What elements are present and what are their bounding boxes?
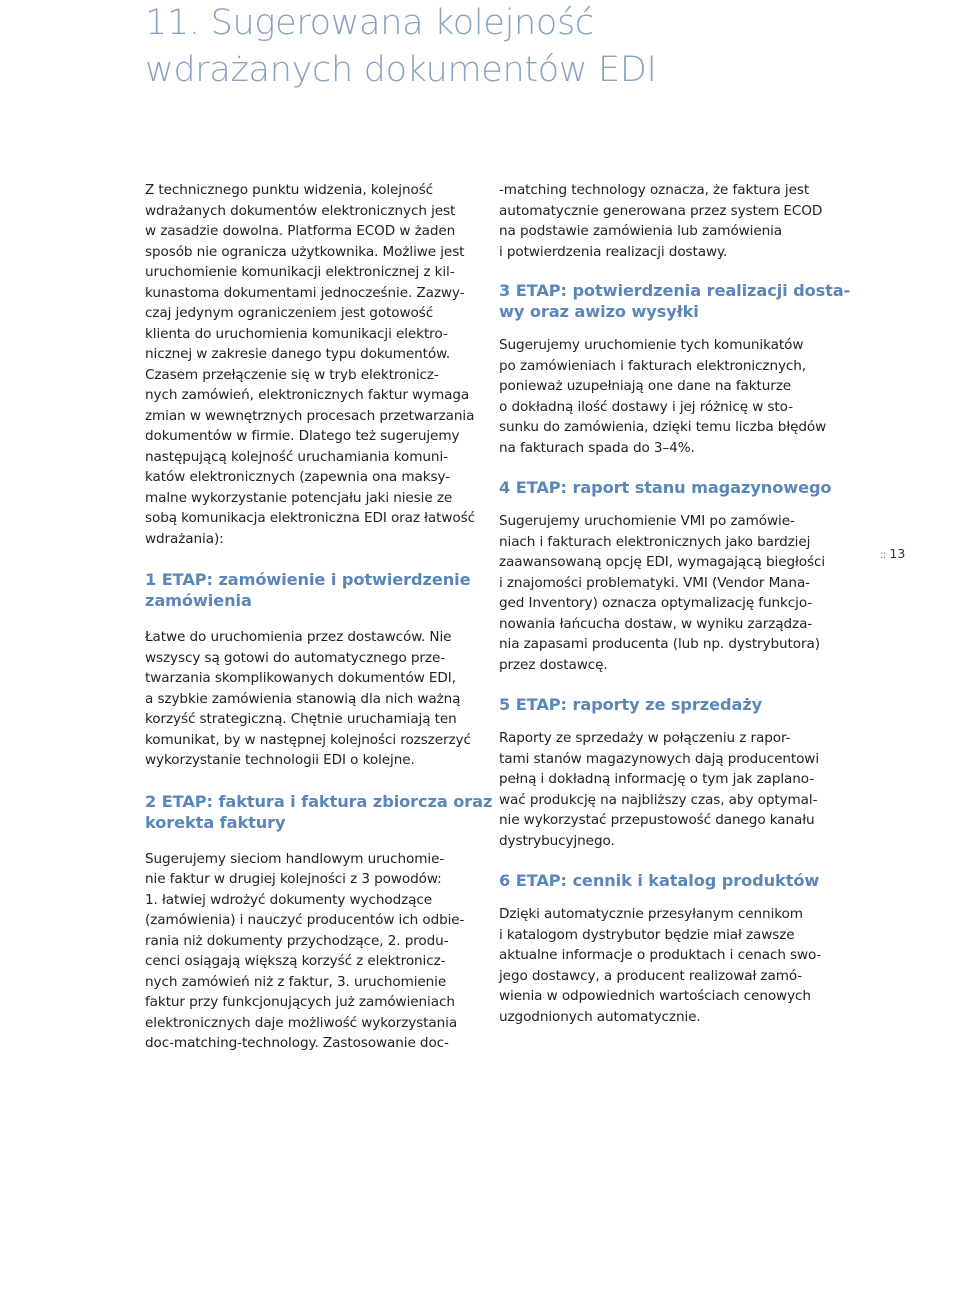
- text-line: jego dostawcy, a producent realizował zamó-: [499, 967, 803, 984]
- text-line: kunastoma dokumentami jednocześnie. Zazwy-: [145, 284, 465, 301]
- stage-6-body: [499, 904, 822, 1027]
- text-line: Sugerujemy sieciom handlowym uruchomie-: [145, 850, 445, 867]
- text-line: nia zapasami producenta (lub np. dystrybutora): [499, 636, 820, 652]
- text-line: po zamówieniach i fakturach elektronicznych,: [499, 357, 807, 374]
- text-line: doc-matching-technology. Zastosowanie doc-: [145, 1035, 449, 1051]
- stage-2-heading: [145, 791, 493, 833]
- page-marker-dots-icon: ::: [880, 548, 886, 561]
- heading-line: wy oraz awizo wysyłki: [499, 302, 699, 321]
- text-line: nicznej w zakresie danego typu dokumentów.: [145, 346, 451, 362]
- text-line: elektronicznych daje możliwość wykorzystania: [145, 1014, 458, 1031]
- text-line: na fakturach spada do 3–4%.: [499, 439, 695, 456]
- text-line: nowania łańcucha dostaw, w wyniku zarządza-: [499, 615, 813, 632]
- continuation-paragraph: [499, 180, 823, 262]
- text-line: wykorzystanie technologii EDI o kolejne.: [145, 752, 415, 768]
- text-line: faktur przy funkcjonujących już zamówieniach: [145, 994, 455, 1010]
- text-line: nie faktur w drugiej kolejności z 3 powodów:: [145, 871, 442, 887]
- text-line: i potwierdzenia realizacji dostawy.: [499, 243, 728, 260]
- stage-1-body: [145, 627, 471, 771]
- text-line: (zamówienia) i nauczyć producentów ich odbie-: [145, 912, 465, 928]
- text-line: a szybkie zamówienia stanowią dla nich ważną: [145, 690, 461, 707]
- page-number: [880, 546, 905, 561]
- page-title-line-2: wdrażanych dokumentów EDI: [145, 50, 657, 90]
- text-line: ged Inventory) oznacza optymalizację funkcjo-: [499, 595, 813, 611]
- text-line: sunku do zamówienia, dzięki temu liczba błędów: [499, 419, 827, 435]
- text-line: katów elektronicznych (zapewnia ona maksy-: [145, 469, 450, 485]
- text-line: na podstawie zamówienia lub zamówienia: [499, 223, 783, 239]
- heading-line: korekta faktury: [145, 812, 286, 832]
- text-line: przez dostawcę.: [499, 656, 608, 673]
- stage-2-body: [145, 849, 463, 1054]
- text-line: -matching technology oznacza, że faktura jest: [499, 182, 810, 198]
- text-line: w zasadzie dowolna. Platforma ECOD w żaden: [145, 223, 456, 239]
- text-line: wać produkcję na najbliższy czas, aby optymal-: [499, 791, 818, 808]
- text-line: korzyść strategiczną. Chętnie uruchamiają ten: [145, 711, 457, 727]
- text-line: malne wykorzystanie potencjału jaki niesie ze: [145, 489, 453, 506]
- stage-5-body: [499, 728, 819, 851]
- text-line: Z technicznego punktu widzenia, kolejność: [145, 182, 434, 198]
- text-line: sposób nie ogranicza użytkownika. Możliwe jest: [145, 243, 465, 260]
- text-line: czaj jedynym ograniczeniem jest gotowość: [145, 305, 434, 321]
- text-line: Czasem przełączenie się w tryb elektronicz-: [145, 366, 439, 383]
- heading-line: 1 ETAP: zamówienie i potwierdzenie: [145, 570, 471, 589]
- left-column: [145, 180, 493, 1054]
- stage-3-heading: [499, 280, 851, 322]
- text-line: aktualne informacje o produktach i cenach swo-: [499, 947, 822, 963]
- text-line: następującą kolejność uruchamiania komuni-: [145, 448, 448, 465]
- text-line: dystrybucyjnego.: [499, 832, 615, 849]
- text-line: tami stanów magazynowych dają producentowi: [499, 750, 819, 767]
- text-line: automatycznie generowana przez system ECOD: [499, 202, 823, 219]
- text-line: wdrażanych dokumentów elektronicznych jest: [145, 202, 456, 219]
- page-title: [145, 0, 865, 94]
- heading-line: 5 ETAP: raporty ze sprzedaży: [499, 695, 763, 714]
- text-line: uzgodnionych automatycznie.: [499, 1008, 701, 1025]
- right-column: [499, 180, 851, 1027]
- text-line: zmian w wewnętrznych procesach przetwarzania: [145, 407, 475, 424]
- text-line: komunikat, by w następnej kolejności rozszerzyć: [145, 731, 471, 748]
- text-line: Dzięki automatycznie przesyłanym cennikom: [499, 906, 803, 922]
- heading-line: 3 ETAP: potwierdzenia realizacji dosta-: [499, 281, 851, 300]
- stage-6-heading: [499, 870, 819, 891]
- text-line: nie wykorzystać przepustowość danego kanału: [499, 812, 815, 828]
- text-line: wienia w odpowiednich wartościach cenowych: [499, 988, 811, 1004]
- text-line: niach i fakturach elektronicznych jako bardziej: [499, 533, 811, 550]
- text-line: Raporty ze sprzedaży w połączeniu z rapor-: [499, 730, 791, 746]
- stage-4-heading: [499, 477, 832, 498]
- text-line: wdrażania):: [145, 530, 224, 547]
- text-line: ponieważ uzupełniają one dane na fakturze: [499, 378, 792, 394]
- heading-line: zamówienia: [145, 591, 252, 610]
- stage-1-heading: [145, 569, 471, 611]
- heading-line: 4 ETAP: raport stanu magazynowego: [499, 478, 832, 497]
- text-line: uruchomienie komunikacji elektronicznej z kil-: [145, 264, 455, 280]
- text-line: 1. łatwiej wdrożyć dokumenty wychodzące: [145, 891, 433, 908]
- text-line: cenci osiągają większą korzyść z elektronicz-: [145, 953, 446, 969]
- text-line: sobą komunikacja elektroniczna EDI oraz łatwość: [145, 510, 475, 526]
- stage-3-body: [499, 335, 827, 458]
- text-line: dokumentów w firmie. Dlatego też sugerujemy: [145, 428, 460, 444]
- text-line: Sugerujemy uruchomienie tych komunikatów: [499, 337, 804, 353]
- text-line: klienta do uruchomienia komunikacji elektro-: [145, 325, 448, 342]
- text-line: nych zamówień, elektronicznych faktur wymaga: [145, 387, 470, 403]
- text-line: wszyscy są gotowi do automatycznego prze-: [145, 649, 446, 666]
- text-line: Łatwe do uruchomienia przez dostawców. Nie: [145, 629, 452, 645]
- text-line: nych zamówień niż z faktur, 3. uruchomienie: [145, 973, 447, 990]
- text-line: zaawansowaną opcję EDI, wymagającą biegłości: [499, 554, 825, 570]
- stage-5-heading: [499, 694, 819, 715]
- text-line: i katalogom dystrybutor będzie miał zawsze: [499, 926, 795, 943]
- intro-paragraph: [145, 180, 475, 549]
- text-line: rania niż dokumenty przychodzące, 2. produ-: [145, 932, 449, 949]
- text-line: pełną i dokładną informację o tym jak zaplano-: [499, 771, 815, 787]
- text-line: i znajomości problematyki. VMI (Vendor Mana-: [499, 574, 810, 591]
- text-line: twarzania skomplikowanych dokumentów EDI,: [145, 670, 456, 686]
- stage-4-body: [499, 511, 825, 675]
- page-number-value: 13: [889, 546, 906, 561]
- page-title-line-1: 11. Sugerowana kolejność: [145, 3, 594, 43]
- heading-line: 2 ETAP: faktura i faktura zbiorcza oraz: [145, 791, 493, 811]
- heading-line: 6 ETAP: cennik i katalog produktów: [499, 871, 820, 890]
- text-line: Sugerujemy uruchomienie VMI po zamówie-: [499, 513, 795, 529]
- text-line: o dokładną ilość dostawy i jej różnicę w sto-: [499, 398, 793, 415]
